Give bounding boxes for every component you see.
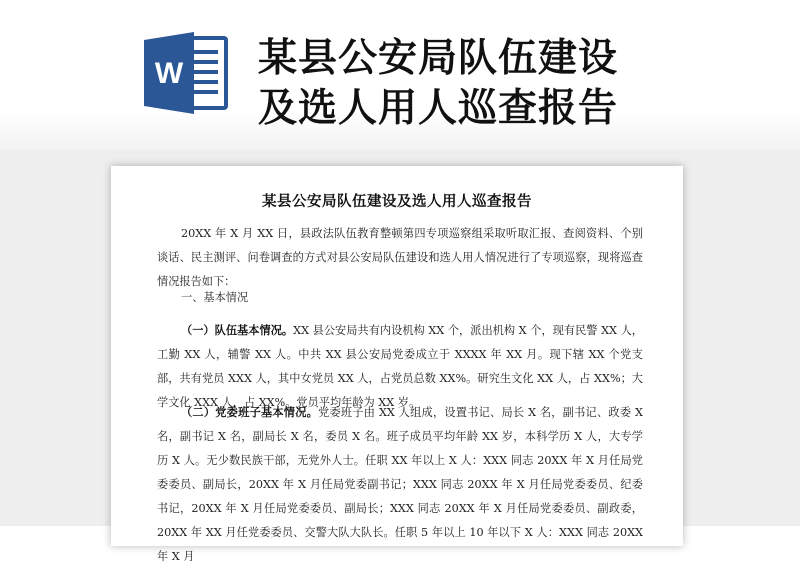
word-logo-letter: W [154,57,184,90]
committee-info-paragraph [157,400,643,569]
banner-title-line1: 某县公安局队伍建设 [258,36,619,81]
team-info-lead: （一）队伍基本情况。 [181,323,294,337]
intro-paragraph: 20XX 年 X 月 XX 日，县政法队伍教育整顿第四专项巡察组采取听取汇报、查阅资料、个别谈话、民主测评、问卷调查的方式对县公安局队伍建设和选人用人情况进行了专项巡察，现将巡查情况报告如下： [157,227,643,288]
committee-info-body: 党委班子由 XX 人组成，设置书记、局长 X 名，副书记、政委 X 名，副书记 X 名，副局长 X 名，委员 X 名。班子成员平均年龄 XX 岁，本科学历 X 人，大专学历 X 人。无少数民族干部，无党外人士。任职 XX 年以上 X 人：XXX 同志 20XX 年 X 月任局党委委员、副局长，20XX 年 X 月任局党委副书记；XXX 同志 20XX 年 X 月任局党委委员、纪委书记，20XX 年 X 月任局党委委员、副局长；XXX 同志 20XX 年 X 月任局党委委员、副政委，20XX 年 XX 月任党委委员、交警大队大队长。任职 5 年以上 10 年以下 X 人：XXX 同志 20XX 年 X 月 [157,406,643,563]
banner-title-line2: 及选人用人巡查报告 [258,86,619,131]
document-page [111,166,683,563]
team-info-body: XX 县公安局共有内设机构 XX 个，派出机构 X 个，现有民警 XX 人，工勤 XX 人，辅警 XX 人。中共 XX 县公安局党委成立于 XXXX 年 XX 月。现下辖 XX 个党支部，共有党员 XXX 人，其中女党员 XX 人，占党员总数 XX%。研究生文化 XX 人，占 XX%；大学文化 XXX 人，占 XX%。党员平均年龄为 XX 岁。 [157,324,643,409]
section1-heading: 一、基本情况 [181,291,249,304]
committee-info-lead: （二）党委班子基本情况。 [181,405,319,419]
word-document-icon [142,30,232,116]
document-title: 某县公安局队伍建设及选人用人巡查报告 [262,193,532,210]
banner-title [258,34,778,134]
